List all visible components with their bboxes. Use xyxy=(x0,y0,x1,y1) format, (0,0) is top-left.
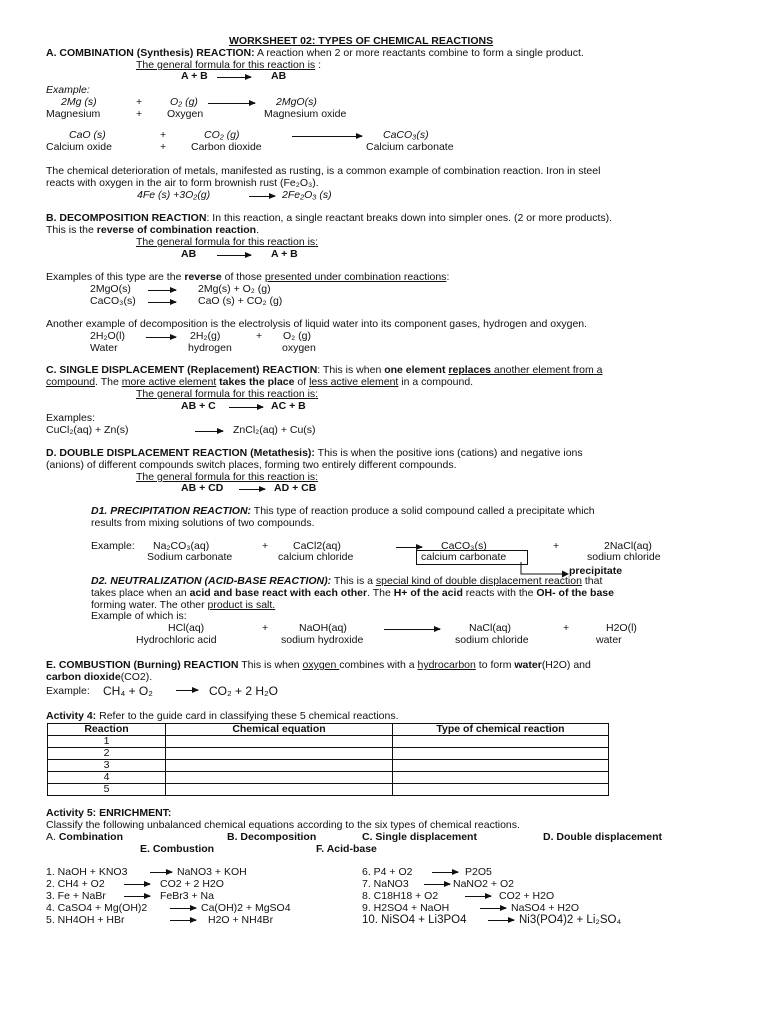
section-a-formula-right: AB xyxy=(271,70,287,82)
reaction-name: Calcium carbonate xyxy=(366,141,454,153)
activity-4-table xyxy=(47,723,609,796)
arrow-icon xyxy=(150,872,172,873)
reaction-name: Magnesium oxide xyxy=(264,108,347,120)
reaction-term: HCl(aq) xyxy=(168,622,205,634)
table-cell-reaction-number: 1 xyxy=(48,736,166,748)
arrow-icon xyxy=(229,407,263,408)
plus-sign: + xyxy=(553,540,560,552)
answer-cell[interactable] xyxy=(166,736,393,748)
arrow-icon xyxy=(217,77,251,78)
option-b: B. Decomposition xyxy=(227,831,317,843)
precipitate-label: precipitate xyxy=(569,565,623,577)
d1-description-line: results from mixing solutions of two compounds. xyxy=(91,517,315,529)
section-a-formula-label xyxy=(136,59,321,71)
section-a-example-label: Example: xyxy=(46,84,90,96)
section-c-formula-label xyxy=(136,388,318,400)
answer-cell[interactable] xyxy=(393,784,609,796)
text-span: . The xyxy=(367,587,394,599)
text-bold-underline: replaces xyxy=(448,364,492,376)
table-header: Reaction xyxy=(48,724,166,736)
text-span: (H2O) and xyxy=(541,659,591,671)
table-row xyxy=(48,736,609,748)
plus-sign: + xyxy=(262,540,269,552)
section-b-paragraph: Another example of decomposition is the electrolysis of liquid water into its component gases, hydrogen and oxygen. xyxy=(46,318,588,330)
d2-example-label: Example of which is: xyxy=(91,610,187,622)
reaction-name: calcium carbonate xyxy=(421,551,507,563)
reaction-term: 2MgO(s) xyxy=(90,283,131,295)
section-b-heading-line xyxy=(46,212,612,224)
section-a-formula-left: A + B xyxy=(181,70,208,82)
answer-cell[interactable] xyxy=(166,760,393,772)
general-formula-label: The general formula for this reaction is xyxy=(136,236,316,248)
text-bold: reverse of combination reaction xyxy=(96,224,257,236)
plus-sign: + xyxy=(262,622,269,634)
table-cell-reaction-number: 3 xyxy=(48,760,166,772)
list-item-left: 4. CaSO4 + Mg(OH)2 xyxy=(46,902,148,914)
list-item-left: 6. P4 + O2 xyxy=(362,866,413,878)
reaction-name: hydrogen xyxy=(188,342,232,354)
reaction-term: O₂ (g) xyxy=(170,96,198,108)
reaction-name: Magnesium xyxy=(46,108,101,120)
d1-heading-line xyxy=(91,505,595,517)
list-item-right: NaSO4 + H2O xyxy=(511,902,579,914)
reaction-term: H2O(l) xyxy=(606,622,637,634)
section-c-formula-right: AC + B xyxy=(271,400,306,412)
reaction-term: CuCl₂(aq) + Zn(s) xyxy=(46,424,129,436)
arrow-icon xyxy=(124,884,150,885)
reaction-term: O₂ (g) xyxy=(283,330,311,342)
table-cell-reaction-number: 2 xyxy=(48,748,166,760)
general-formula-label: The general formula for this reaction is xyxy=(136,388,316,400)
d2-description-line xyxy=(91,587,614,599)
option-d: D. Double displacement xyxy=(543,831,663,843)
table-header: Type of chemical reaction xyxy=(393,724,609,736)
reaction-name: sodium chloride xyxy=(587,551,661,563)
table-header-row xyxy=(48,724,609,736)
text-span: in a compound. xyxy=(398,376,474,388)
reaction-term: CO₂ + 2 H₂O xyxy=(209,684,278,698)
arrow-icon xyxy=(292,136,362,137)
answer-cell[interactable] xyxy=(393,736,609,748)
arrow-icon xyxy=(176,690,198,691)
text-span: forming water. The other xyxy=(91,599,208,611)
text-span: This is the xyxy=(46,224,97,236)
section-c-description-line xyxy=(46,376,473,388)
formula-label-colon: : xyxy=(315,59,322,71)
text-underline: compound xyxy=(46,376,96,388)
text-span: This is when xyxy=(238,659,303,671)
answer-cell[interactable] xyxy=(393,772,609,784)
arrow-icon xyxy=(239,489,265,490)
text-span: takes place when an xyxy=(91,587,190,599)
d2-heading: D2. NEUTRALIZATION (ACID-BASE REACTION): xyxy=(91,575,332,587)
activity-4-description: Refer to the guide card in classifying these 5 chemical reactions. xyxy=(96,710,399,722)
list-item-left: 1. NaOH + KNO3 xyxy=(46,866,128,878)
reaction-term: CaO (s) xyxy=(69,129,106,141)
table-header: Chemical equation xyxy=(166,724,393,736)
table-cell-reaction-number: 5 xyxy=(48,784,166,796)
reaction-term: 2Fe₂O₃ (s) xyxy=(282,189,332,201)
answer-cell[interactable] xyxy=(166,784,393,796)
answer-cell[interactable] xyxy=(393,748,609,760)
arrow-icon xyxy=(384,629,440,630)
text-span: of xyxy=(294,376,310,388)
text-underline: another element from a xyxy=(491,364,603,376)
reaction-term: CaCO₃(s) xyxy=(441,540,487,552)
text-bold: H+ of the acid xyxy=(393,587,463,599)
arrow-icon xyxy=(148,290,176,291)
plus-sign: + xyxy=(160,129,167,141)
reaction-name: Water xyxy=(90,342,118,354)
activity-5-description: Classify the following unbalanced chemical equations according to the six types of chemical reactions. xyxy=(46,819,520,831)
d1-example-label: Example: xyxy=(91,540,135,552)
page-title: WORKSHEET 02: TYPES OF CHEMICAL REACTIONS xyxy=(229,35,494,47)
arrow-icon xyxy=(124,896,150,897)
text-span: This is a xyxy=(331,575,376,587)
table-row xyxy=(48,760,609,772)
option-f: F. Acid-base xyxy=(316,843,377,855)
formula-label-colon: : xyxy=(315,236,319,248)
reaction-term: NaCl(aq) xyxy=(469,622,512,634)
text-span: : xyxy=(446,271,450,283)
section-b-formula-left: AB xyxy=(181,248,197,260)
general-formula-label: The general formula for this reaction is xyxy=(136,471,316,483)
list-item-right: NaNO3 + KOH xyxy=(177,866,247,878)
reaction-term: CaCO₃(s) xyxy=(383,129,429,141)
reaction-name: calcium chloride xyxy=(278,551,354,563)
arrow-icon xyxy=(480,908,506,909)
reaction-name: oxygen xyxy=(282,342,316,354)
d2-heading-line xyxy=(91,575,602,587)
arrow-icon xyxy=(148,302,176,303)
section-e-description-line xyxy=(46,671,152,683)
reaction-term: 2NaCl(aq) xyxy=(604,540,652,552)
list-item-right: FeBr3 + Na xyxy=(160,890,214,902)
arrow-icon xyxy=(249,196,275,197)
section-a-paragraph-line: reacts with oxygen in the air to form brownish rust (Fe₂O₃). xyxy=(46,177,319,189)
section-b-heading: B. DECOMPOSITION REACTION xyxy=(46,212,207,224)
text-bold: takes the place xyxy=(216,376,295,388)
answer-cell[interactable] xyxy=(166,748,393,760)
reaction-term: CaO (s) + CO₂ (g) xyxy=(198,295,283,307)
text-underline: presented under combination reactions xyxy=(264,271,447,283)
list-item-right: CO2 + H2O xyxy=(499,890,555,902)
section-d-formula-left: AB + CD xyxy=(181,482,224,494)
reaction-term: 4Fe (s) +3O₂(g) xyxy=(137,189,211,201)
text-span: Examples of this type are the xyxy=(46,271,185,283)
section-a-heading: A. COMBINATION (Synthesis) REACTION: xyxy=(46,47,255,59)
general-formula-label: The general formula for this reaction is xyxy=(136,59,316,71)
activity-4-heading: Activity 4: xyxy=(46,710,97,722)
text-span: to form xyxy=(475,659,515,671)
arrow-icon xyxy=(170,908,196,909)
arrow-icon xyxy=(465,896,491,897)
text-bold: OH- of the base xyxy=(536,587,614,599)
text-underline: more active element xyxy=(121,376,217,388)
section-c-heading-line xyxy=(46,364,603,376)
reaction-name: Carbon dioxide xyxy=(191,141,262,153)
reaction-term: CH₄ + O₂ xyxy=(103,684,153,698)
list-item-left: 3. Fe + NaBr xyxy=(46,890,106,902)
reaction-name: Sodium carbonate xyxy=(147,551,233,563)
arrow-icon xyxy=(195,431,223,432)
reaction-term: 2H₂(g) xyxy=(190,330,221,342)
plus-sign: + xyxy=(160,141,167,153)
text-span: This is when the positive ions (cations) and negative ions xyxy=(314,447,583,459)
text-bold: water xyxy=(514,659,542,671)
reaction-term: NaOH(aq) xyxy=(299,622,347,634)
section-b-examples-line xyxy=(46,271,449,283)
arrow-icon xyxy=(217,255,251,256)
option-label: Combination xyxy=(58,831,124,843)
reaction-term: 2MgO(s) xyxy=(276,96,317,108)
section-d-heading-line xyxy=(46,447,583,459)
table-cell-reaction-number: 4 xyxy=(48,772,166,784)
arrow-icon xyxy=(146,337,176,338)
section-b-formula-label xyxy=(136,236,318,248)
formula-label-colon: : xyxy=(315,388,319,400)
section-b-description: : In this reaction, a single reactant breaks down into simpler ones. (2 or more products). xyxy=(206,212,613,224)
plus-sign: + xyxy=(136,108,143,120)
section-e-example-label: Example: xyxy=(46,685,90,697)
text-underline: product is salt. xyxy=(207,599,276,611)
arrow-icon xyxy=(424,884,450,885)
text-underline: oxygen xyxy=(302,659,340,671)
section-b-description-line: This is the reverse of combination reaction. xyxy=(46,224,259,236)
section-c-heading: C. SINGLE DISPLACEMENT (Replacement) REACTION xyxy=(46,364,318,376)
section-b-formula-right: A + B xyxy=(271,248,298,260)
plus-sign: + xyxy=(256,330,263,342)
reaction-name: sodium chloride xyxy=(455,634,529,646)
reaction-term: CO₂ (g) xyxy=(204,129,240,141)
arrow-icon xyxy=(432,872,458,873)
list-item-left: 10. NiSO4 + Li3PO4 xyxy=(362,914,467,926)
section-d-heading: D. DOUBLE DISPLACEMENT REACTION (Metathesis): xyxy=(46,447,315,459)
text-span: that xyxy=(581,575,603,587)
arrow-icon xyxy=(170,920,196,921)
text-span: This type of reaction produce a solid compound called a precipitate which xyxy=(251,505,595,517)
text-span: . The xyxy=(95,376,122,388)
text-underline: hydrocarbon xyxy=(417,659,476,671)
activity-5-heading: Activity 5: ENRICHMENT: xyxy=(46,807,172,819)
section-d-description-line: (anions) of different compounds switch places, forming two entirely different compounds. xyxy=(46,459,457,471)
reaction-term: CaCl2(aq) xyxy=(293,540,341,552)
reaction-name: Hydrochloric acid xyxy=(136,634,217,646)
text-span: reacts with the xyxy=(462,587,537,599)
text-span: of those xyxy=(221,271,265,283)
reaction-name: sodium hydroxide xyxy=(281,634,364,646)
text-bold: carbon dioxide xyxy=(46,671,121,683)
text-bold: reverse xyxy=(184,271,222,283)
reaction-name: water xyxy=(596,634,622,646)
reaction-term: 2H₂O(l) xyxy=(90,330,125,342)
list-item-right: Ca(OH)2 + MgSO4 xyxy=(201,902,291,914)
table-row xyxy=(48,772,609,784)
text-bold: one element xyxy=(384,364,449,376)
section-d-formula-right: AD + CB xyxy=(274,482,317,494)
section-a-paragraph-line: The chemical deterioration of metals, manifested as rusting, is a common example of combination reaction. Iron in steel xyxy=(46,165,601,177)
activity-4-heading-line xyxy=(46,710,399,722)
section-a-heading-line xyxy=(46,47,584,59)
text-span: (CO2). xyxy=(120,671,153,683)
option-e: E. Combustion xyxy=(140,843,215,855)
list-item-right: H2O + NH4Br xyxy=(208,914,274,926)
formula-label-colon: : xyxy=(315,471,319,483)
answer-cell[interactable] xyxy=(393,760,609,772)
text-bold: acid and base react with each other xyxy=(189,587,368,599)
list-item-left: 9. H2SO4 + NaOH xyxy=(362,902,450,914)
list-item-left: 8. C18H18 + O2 xyxy=(362,890,439,902)
list-item-right: CO2 + 2 H2O xyxy=(160,878,224,890)
option-letter: A. xyxy=(46,831,59,843)
option-a xyxy=(46,831,123,843)
text-underline: less active element xyxy=(309,376,399,388)
plus-sign: + xyxy=(136,96,143,108)
text-span: combines with a xyxy=(339,659,418,671)
arrow-icon xyxy=(488,920,514,921)
table-row xyxy=(48,748,609,760)
reaction-term: ZnCl₂(aq) + Cu(s) xyxy=(233,424,316,436)
reaction-term: 2Mg (s) xyxy=(61,96,97,108)
reaction-name: Calcium oxide xyxy=(46,141,112,153)
section-e-heading: E. COMBUSTION (Burning) REACTION xyxy=(46,659,239,671)
list-item-left: 7. NaNO3 xyxy=(362,878,409,890)
table-row xyxy=(48,784,609,796)
text-underline: special kind of double displacement reaction xyxy=(375,575,582,587)
reaction-term: CaCO₃(s) xyxy=(90,295,136,307)
list-item-right: P2O5 xyxy=(465,866,492,878)
text-span: : This is when xyxy=(317,364,385,376)
section-e-heading-line xyxy=(46,659,591,671)
plus-sign: + xyxy=(563,622,570,634)
section-a-description: A reaction when 2 or more reactants combine to form a single product. xyxy=(257,47,584,59)
list-item-right: NaNO2 + O2 xyxy=(453,878,514,890)
reaction-term: 2Mg(s) + O₂ (g) xyxy=(198,283,271,295)
reaction-term: Na₂CO₃(aq) xyxy=(153,540,210,552)
section-c-examples-label: Examples: xyxy=(46,412,96,424)
list-item-left: 2. CH4 + O2 xyxy=(46,878,105,890)
arrow-icon xyxy=(396,547,422,548)
list-item-right: Ni3(PO4)2 + Li₂SO₄ xyxy=(519,914,622,926)
arrow-icon xyxy=(208,103,255,104)
reaction-name: Oxygen xyxy=(167,108,204,120)
section-c-formula-left: AB + C xyxy=(181,400,216,412)
option-c: C. Single displacement xyxy=(362,831,477,843)
d1-heading: D1. PRECIPITATION REACTION: xyxy=(91,505,252,517)
list-item-left: 5. NH4OH + HBr xyxy=(46,914,125,926)
answer-cell[interactable] xyxy=(166,772,393,784)
